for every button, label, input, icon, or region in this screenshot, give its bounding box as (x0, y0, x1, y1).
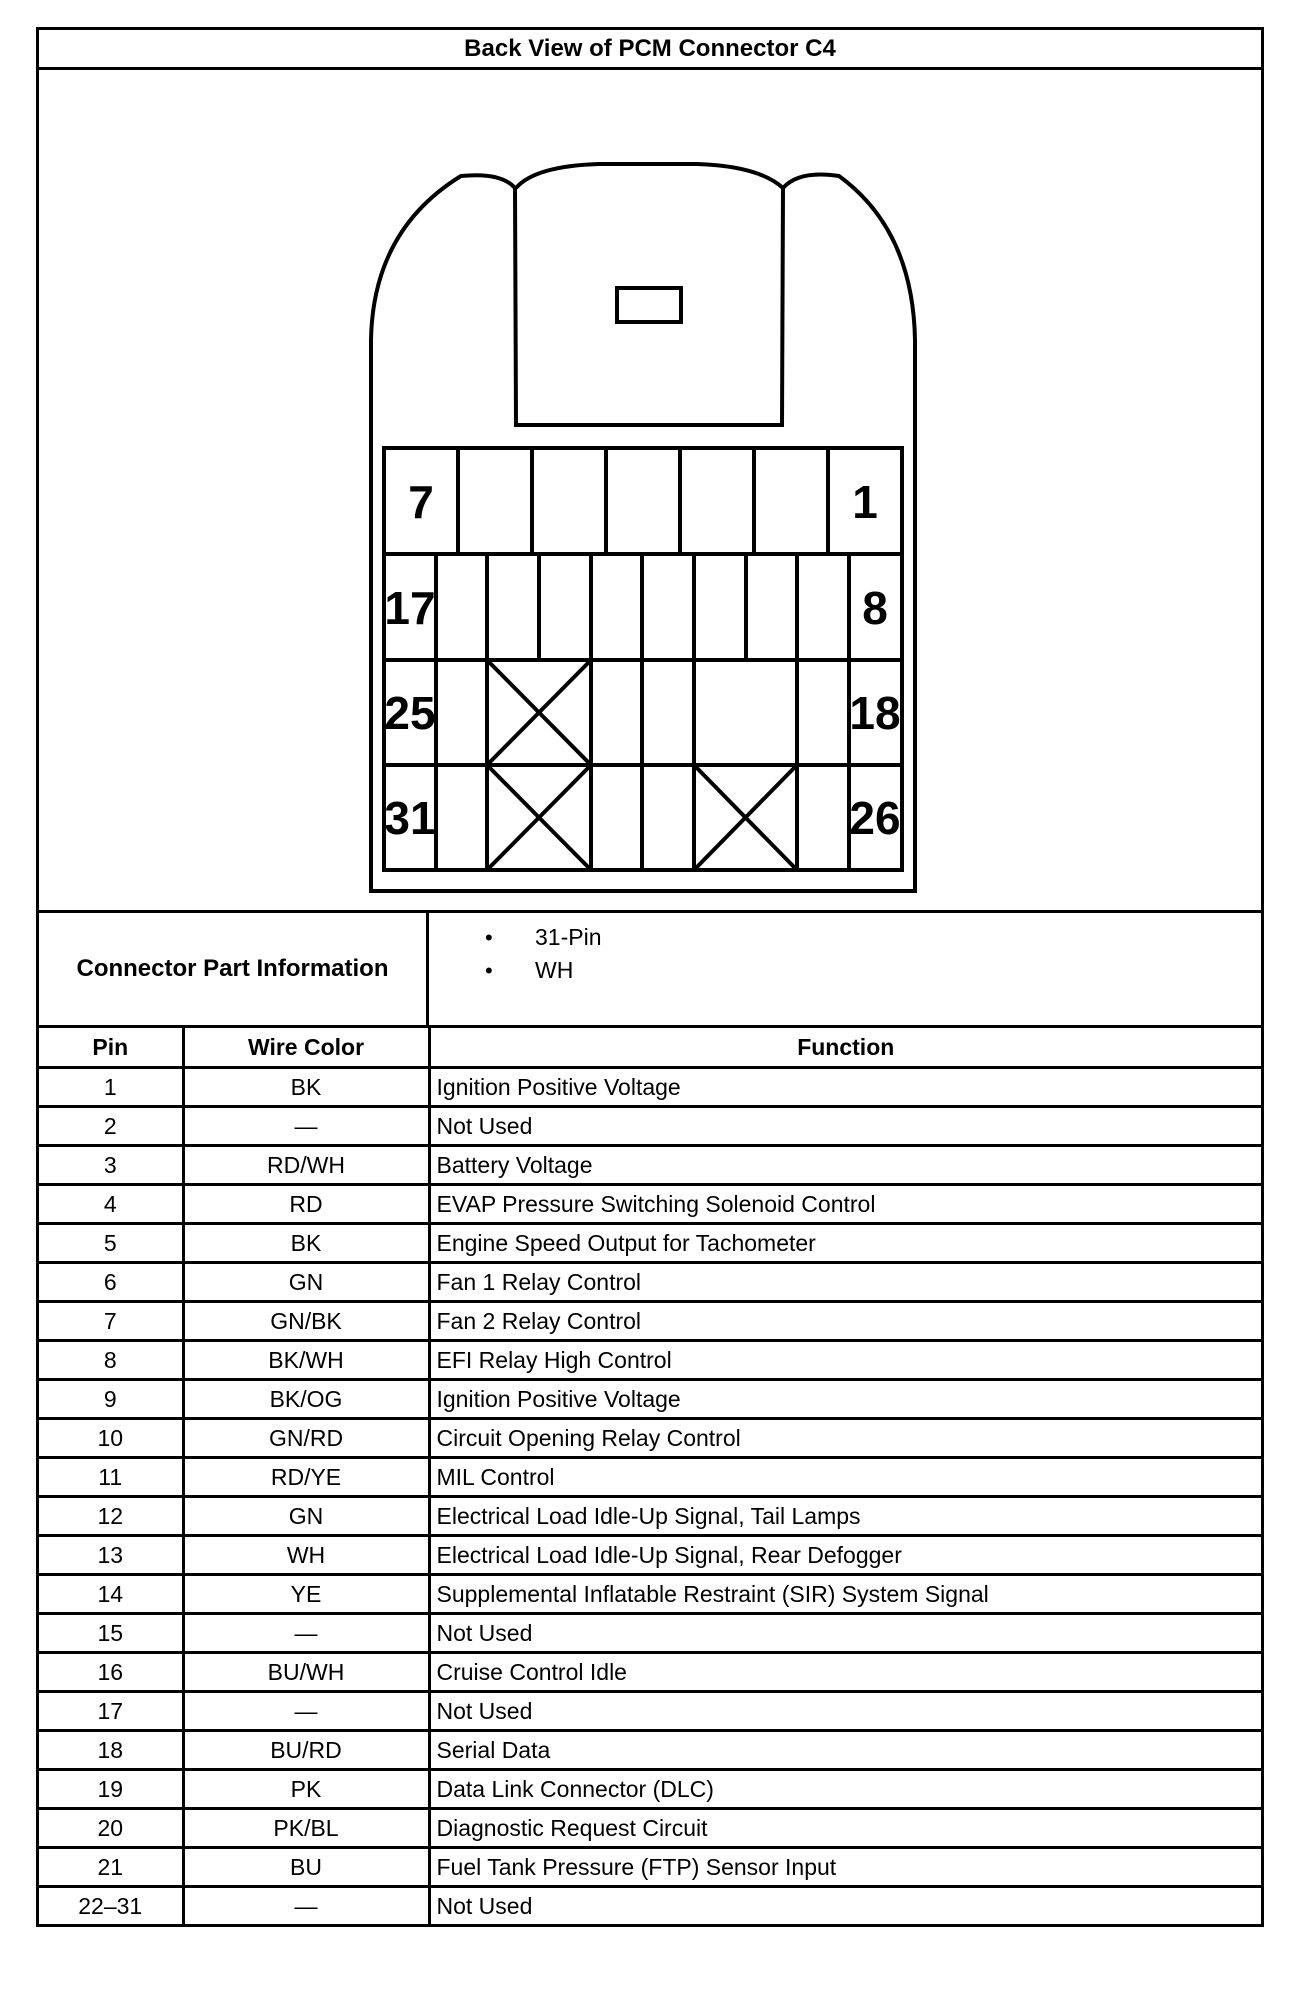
function-cell: Cruise Control Idle (429, 1653, 1261, 1692)
function-cell: Fan 2 Relay Control (429, 1302, 1261, 1341)
function-cell: EVAP Pressure Switching Solenoid Control (429, 1185, 1261, 1224)
pin-label-17: 17 (384, 582, 436, 634)
function-cell: Ignition Positive Voltage (429, 1068, 1261, 1107)
table-row (39, 1731, 1261, 1770)
connector-figure (39, 70, 1261, 913)
pin-cell: 6 (39, 1263, 183, 1302)
pinout-table (39, 1028, 1261, 1924)
pin-cell: 20 (39, 1809, 183, 1848)
pin-cell: 11 (39, 1458, 183, 1497)
pin-cell: 3 (39, 1146, 183, 1185)
pin-cell: 15 (39, 1614, 183, 1653)
wire-color-cell: BK/OG (183, 1380, 429, 1419)
pin-cell: 5 (39, 1224, 183, 1263)
wire-color-cell: — (183, 1107, 429, 1146)
pin-cell: 14 (39, 1575, 183, 1614)
function-cell: Serial Data (429, 1731, 1261, 1770)
pin-label-1: 1 (852, 476, 878, 528)
wire-color-cell: BK/WH (183, 1341, 429, 1380)
wire-color-cell: RD/WH (183, 1146, 429, 1185)
function-cell: Not Used (429, 1614, 1261, 1653)
wire-color-cell: RD/YE (183, 1458, 429, 1497)
table-header-row (39, 1028, 1261, 1068)
document-title: Back View of PCM Connector C4 (39, 30, 1261, 70)
function-cell: Not Used (429, 1107, 1261, 1146)
wire-color-cell: BU/WH (183, 1653, 429, 1692)
wire-color-cell: — (183, 1887, 429, 1925)
pin-cell: 13 (39, 1536, 183, 1575)
connector-info-pin-count: • 31-Pin (485, 921, 1261, 954)
wire-color-cell: — (183, 1692, 429, 1731)
pin-cell: 1 (39, 1068, 183, 1107)
wire-color-cell: GN (183, 1263, 429, 1302)
table-row (39, 1770, 1261, 1809)
pin-label-18: 18 (849, 687, 901, 739)
pin-label-31: 31 (384, 792, 436, 844)
function-cell: Circuit Opening Relay Control (429, 1419, 1261, 1458)
table-row (39, 1380, 1261, 1419)
pin-cell: 16 (39, 1653, 183, 1692)
pin-cell: 2 (39, 1107, 183, 1146)
table-row (39, 1536, 1261, 1575)
function-cell: MIL Control (429, 1458, 1261, 1497)
connector-diagram (39, 70, 1261, 910)
pin-cell: 7 (39, 1302, 183, 1341)
wire-color-cell: GN (183, 1497, 429, 1536)
wire-color-cell: PK (183, 1770, 429, 1809)
pin-cell: 22–31 (39, 1887, 183, 1925)
connector-info-list (429, 913, 1261, 1025)
pin-cell: 10 (39, 1419, 183, 1458)
table-row (39, 1809, 1261, 1848)
table-row (39, 1848, 1261, 1887)
function-cell: Fuel Tank Pressure (FTP) Sensor Input (429, 1848, 1261, 1887)
pin-label-7: 7 (408, 476, 434, 528)
function-cell: Engine Speed Output for Tachometer (429, 1224, 1261, 1263)
function-cell: Not Used (429, 1887, 1261, 1925)
function-cell: Diagnostic Request Circuit (429, 1809, 1261, 1848)
pin-cell: 4 (39, 1185, 183, 1224)
connector-info-color: • WH (485, 954, 1261, 987)
function-cell: Battery Voltage (429, 1146, 1261, 1185)
pinout-table-body (39, 1068, 1261, 1925)
table-row (39, 1419, 1261, 1458)
wire-color-cell: GN/BK (183, 1302, 429, 1341)
pin-cell: 8 (39, 1341, 183, 1380)
function-cell: Fan 1 Relay Control (429, 1263, 1261, 1302)
table-row (39, 1263, 1261, 1302)
wire-color-cell: BU (183, 1848, 429, 1887)
function-cell: Electrical Load Idle-Up Signal, Rear Defogger (429, 1536, 1261, 1575)
locking-tab-window (617, 288, 681, 322)
function-cell: Not Used (429, 1692, 1261, 1731)
pin-cell: 9 (39, 1380, 183, 1419)
pin-label-26: 26 (849, 792, 901, 844)
wire-color-cell: BK (183, 1068, 429, 1107)
wire-color-cell: GN/RD (183, 1419, 429, 1458)
function-cell: Data Link Connector (DLC) (429, 1770, 1261, 1809)
wire-color-column-header: Wire Color (183, 1028, 429, 1068)
table-row (39, 1692, 1261, 1731)
function-cell: EFI Relay High Control (429, 1341, 1261, 1380)
function-cell: Electrical Load Idle-Up Signal, Tail Lamps (429, 1497, 1261, 1536)
pin-label-8: 8 (862, 582, 888, 634)
pinout-document (36, 27, 1264, 1927)
table-row (39, 1614, 1261, 1653)
function-cell: Ignition Positive Voltage (429, 1380, 1261, 1419)
connector-part-info (39, 913, 1261, 1028)
table-row (39, 1458, 1261, 1497)
locking-tab-outline (516, 164, 783, 188)
wire-color-cell: BK (183, 1224, 429, 1263)
pin-cell: 12 (39, 1497, 183, 1536)
table-row (39, 1185, 1261, 1224)
wire-color-cell: PK/BL (183, 1809, 429, 1848)
wire-color-cell: BU/RD (183, 1731, 429, 1770)
table-row (39, 1497, 1261, 1536)
pin-cell: 19 (39, 1770, 183, 1809)
function-cell: Supplemental Inflatable Restraint (SIR) System Signal (429, 1575, 1261, 1614)
pin-cell: 21 (39, 1848, 183, 1887)
table-row (39, 1146, 1261, 1185)
wire-color-cell: WH (183, 1536, 429, 1575)
table-row (39, 1887, 1261, 1925)
wire-color-cell: YE (183, 1575, 429, 1614)
pin-cell: 17 (39, 1692, 183, 1731)
table-row (39, 1575, 1261, 1614)
table-row (39, 1341, 1261, 1380)
wire-color-cell: RD (183, 1185, 429, 1224)
wire-color-cell: — (183, 1614, 429, 1653)
pin-cell: 18 (39, 1731, 183, 1770)
connector-info-label: Connector Part Information (39, 913, 429, 1025)
table-row (39, 1653, 1261, 1692)
pin-column-header: Pin (39, 1028, 183, 1068)
table-row (39, 1302, 1261, 1341)
table-row (39, 1224, 1261, 1263)
table-row (39, 1068, 1261, 1107)
pin-label-25: 25 (384, 687, 436, 739)
function-column-header: Function (429, 1028, 1261, 1068)
table-row (39, 1107, 1261, 1146)
